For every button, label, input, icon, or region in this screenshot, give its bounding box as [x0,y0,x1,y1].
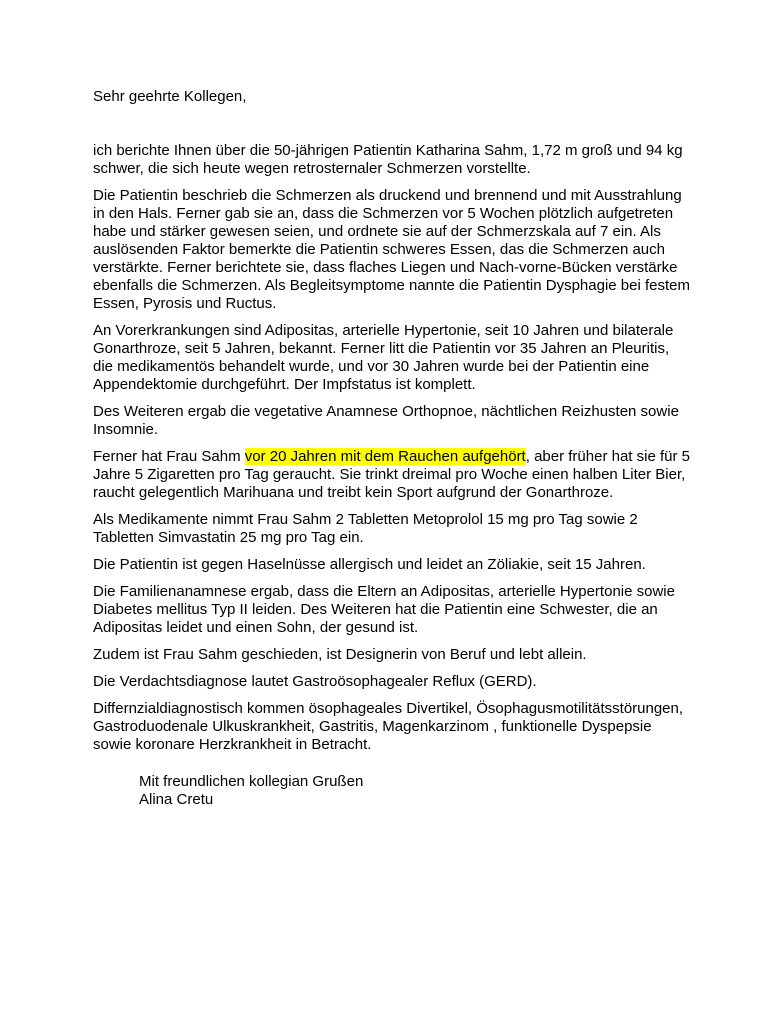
paragraph-complaints: Die Patientin beschrieb die Schmerzen als druckend und brennend und mit Ausstrahlung in den Hals. Ferner gab sie an, dass die Schmerzen vor 5 Wochen plötzlich aufgetreten habe und stärker gewesen seien, und ordnete sie auf der Schmerzskala auf 7 ein. Als auslösenden Faktor bemerkte die Patientin schweres Essen, das die Schmerzen auch verstärkte. Ferner berichtete sie, dass flaches Liegen und Nach-vorne-Bücken verstärke ebenfalls die Schmerzen. Als Begleitsymptome nannte die Patientin Dysphagie bei festem Essen, Pyrosis und Ructus. [93,187,691,312]
paragraph-social-status: Zudem ist Frau Sahm geschieden, ist Designerin von Beruf und lebt allein. [93,646,587,663]
paragraph-vegetative-anamnesis: Des Weiteren ergab die vegetative Anamnese Orthopnoe, nächtlichen Reizhusten sowie Insomnie. [93,403,679,438]
signature-name: Alina Cretu [139,791,214,808]
paragraph-family-history: Die Familienanamnese ergab, dass die Eltern an Adipositas, arterielle Hypertonie sowie Diabetes mellitus Typ II leiden. Des Weiteren hat die Patientin eine Schwester, die an Adipositas leidet und einen Sohn, der gesund ist. [93,583,675,636]
paragraph-differential-diagnosis: Differnzialdiagnostisch kommen ösophageales Divertikel, Ösophagusmotilitätsstörungen, Gastroduodenale Ulkuskrankheit, Gastritis, Magenkarzinom , funktionelle Dyspepsie sowie koronare Herzkrankheit in Betracht. [93,700,684,753]
paragraph-medication: Als Medikamente nimmt Frau Sahm 2 Tabletten Metoprolol 15 mg pro Tag sowie 2 Tabletten Simvastatin 25 mg pro Tag ein. [93,511,638,546]
highlighted-text: vor 20 Jahren mit dem Rauchen aufgehört [244,448,526,465]
letter-body [93,88,693,809]
closing-greeting: Mit freundlichen kollegian Grußen [139,773,364,790]
paragraph-introduction: ich berichte Ihnen über die 50-jährigen Patientin Katharina Sahm, 1,72 m groß und 94 kg schwer, die sich heute wegen retrosternaler Schmerzen vorstellte. [93,142,683,177]
text-before-highlight: Ferner hat Frau Sahm [93,448,245,465]
paragraph-allergies: Die Patientin ist gegen Haselnüsse allergisch und leidet an Zöliakie, seit 15 Jahren. [93,556,646,573]
salutation: Sehr geehrte Kollegen, [93,88,247,105]
paragraph-medical-history: An Vorerkrankungen sind Adipositas, arterielle Hypertonie, seit 10 Jahren und bilaterale Gonarthroze, seit 5 Jahren, bekannt. Ferner litt die Patientin vor 35 Jahren an Pleuritis, die medikamentös behandelt wurde, und vor 30 Jahren wurde bei der Patientin eine Appendektomie durchgeführt. Der Impfstatus ist komplett. [93,322,674,393]
text-after-highlight: , aber früher hat sie für 5 Jahre 5 Zigaretten pro Tag geraucht. Sie trinkt dreimal pro Woche einen halben Liter Bier, raucht gelegentlich Marihuana und treibt kein Sport aufgrund der Gonarthroze. [93,448,690,501]
paragraph-diagnosis: Die Verdachtsdiagnose lautet Gastroösophagealer Reflux (GERD). [93,673,537,690]
closing-block [93,773,693,809]
paragraph-social-habits [93,448,693,502]
